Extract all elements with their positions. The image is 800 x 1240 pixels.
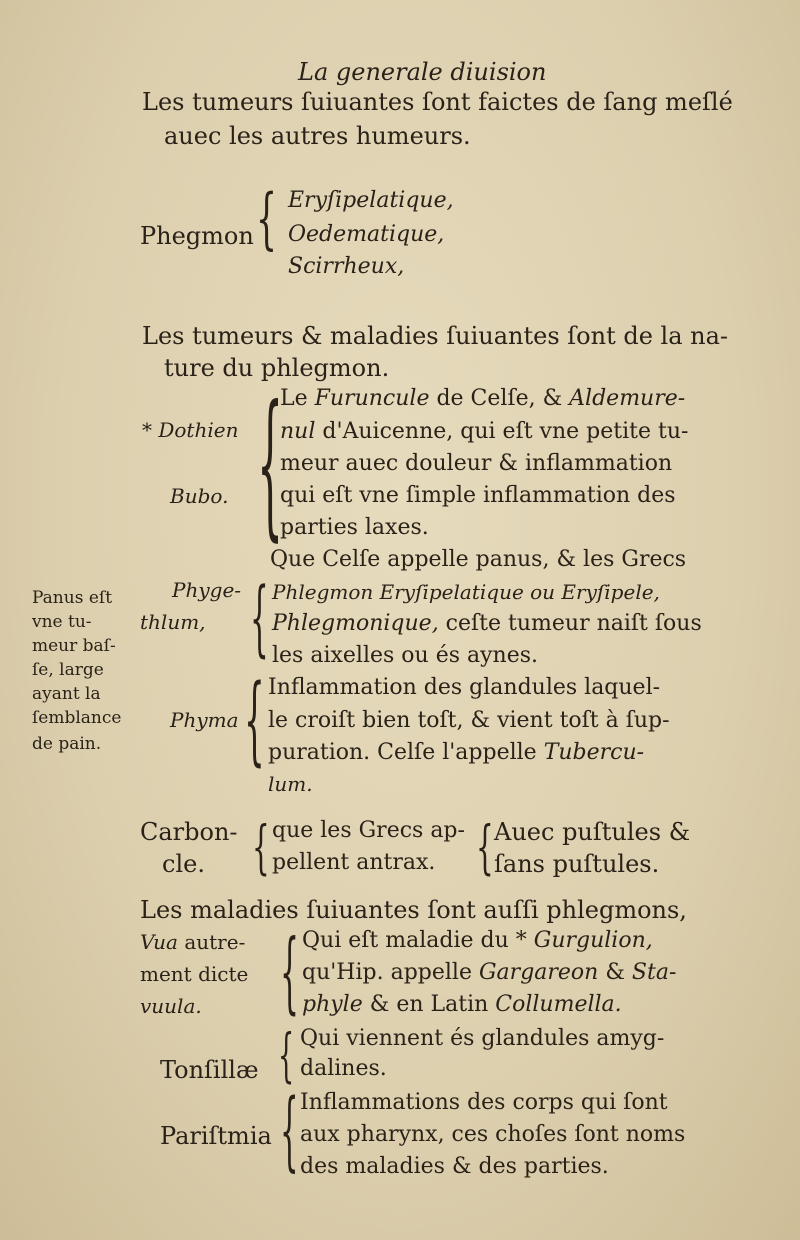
vua-term: ment dicte (140, 962, 249, 986)
carboncle-right: Auec puſtules & (494, 818, 691, 846)
phegmon-brace: { (256, 180, 277, 257)
phygethlum-line: les aixelles ou és aynes. (272, 643, 539, 668)
carboncle-right: ſans puſtules. (494, 850, 660, 878)
margin-note-line: ayant la (32, 684, 101, 704)
margin-note-line: vne tu- (32, 612, 92, 632)
carboncle-term: Carbon- (140, 818, 238, 846)
nature-line-1: Les tumeurs & maladies ſuiuantes ſont de la na- (142, 322, 729, 350)
phygethlum-line: Phlegmon Eryſipelatique ou Eryſipele, (272, 580, 660, 604)
phygethlum-brace: { (250, 571, 269, 666)
tonsillae-line: dalines. (300, 1056, 387, 1081)
tonsillae-term: Tonſillæ (160, 1056, 259, 1084)
phyma-line: Inflammation des glandules laquel- (268, 675, 661, 700)
paristmia-brace: { (280, 1081, 299, 1181)
intro-line-1: Les tumeurs ſuiuantes ſont faictes de ſang meſlé (142, 88, 733, 116)
dothien-line: nul d'Auicenne, qui eſt vne petite tu- (280, 419, 689, 444)
phygethlum-line: Phlegmonique, ceſte tumeur naiſt ſous (272, 611, 702, 636)
carboncle-brace-2: { (476, 813, 494, 881)
margin-note-line: meur baſ- (32, 636, 116, 656)
dothien-line: meur auec douleur & inflammation (280, 451, 673, 476)
vua-line: Qui eſt maladie du * Gurgulion, (302, 928, 653, 953)
bubo-line: parties laxes. (280, 515, 429, 540)
margin-note-line: ſe, large (32, 660, 104, 680)
phlegmons-line: Les maladies ſuiuantes ſont auſſi phlegmons, (140, 896, 687, 924)
phegmon-term: Phegmon (140, 222, 254, 250)
nature-line-2: ture du phlegmon. (164, 354, 390, 382)
phyma-brace: { (244, 664, 265, 776)
vua-line: qu'Hip. appelle Gargareon & Sta- (302, 960, 677, 985)
tonsillae-line: Qui viennent és glandules amyg- (300, 1026, 665, 1051)
phyma-tail: lum. (268, 772, 313, 796)
margin-note-line: Panus eſt (32, 588, 113, 608)
bubo-term: Bubo. (170, 484, 229, 508)
intro-line-2: auec les autres humeurs. (164, 122, 471, 150)
dothien-term: * Dothien (142, 418, 239, 442)
carboncle-brace: { (252, 813, 270, 881)
phygethlum-lead: Que Celſe appelle panus, & les Grecs (270, 547, 687, 572)
dothien-line: Le Furuncule de Celſe, & Aldemure- (280, 386, 686, 411)
running-title: La generale diuision (298, 58, 547, 86)
paristmia-line: des maladies & des parties. (300, 1154, 609, 1179)
carboncle-mid: que les Grecs ap- (272, 818, 465, 843)
paristmia-line: Inflammations des corps qui ſont (300, 1090, 668, 1115)
vua-term: vuula. (140, 994, 202, 1018)
phegmon-item: Scirrheux, (288, 254, 405, 279)
phygethlum-term: thlum, (140, 610, 206, 634)
margin-note-line: ſemblance (32, 708, 122, 728)
phyma-line: le croiſt bien toſt, & vient toſt à ſup- (268, 708, 670, 733)
vua-brace: { (280, 920, 300, 1023)
phyma-term: Phyma (170, 708, 239, 732)
paristmia-term: Pariſtmia (160, 1122, 272, 1150)
carboncle-term: cle. (162, 850, 205, 878)
phygethlum-term: Phyge- (172, 578, 242, 602)
vua-term: Vua autre- (140, 930, 246, 954)
margin-note-line: de pain. (32, 734, 102, 754)
phyma-line: puration. Celſe l'appelle Tubercu- (268, 740, 645, 765)
paristmia-line: aux pharynx, ces choſes ſont noms (300, 1122, 686, 1147)
vua-line: phyle & en Latin Collumella. (302, 992, 622, 1017)
phegmon-item: Oedematique, (288, 222, 445, 247)
phegmon-item: Eryſipelatique, (288, 188, 454, 213)
dothien-brace: { (257, 372, 284, 556)
carboncle-mid: pellent antrax. (272, 850, 436, 875)
bubo-line: qui eſt vne ſimple inflammation des (280, 483, 676, 508)
tonsillae-brace: { (278, 1021, 295, 1089)
